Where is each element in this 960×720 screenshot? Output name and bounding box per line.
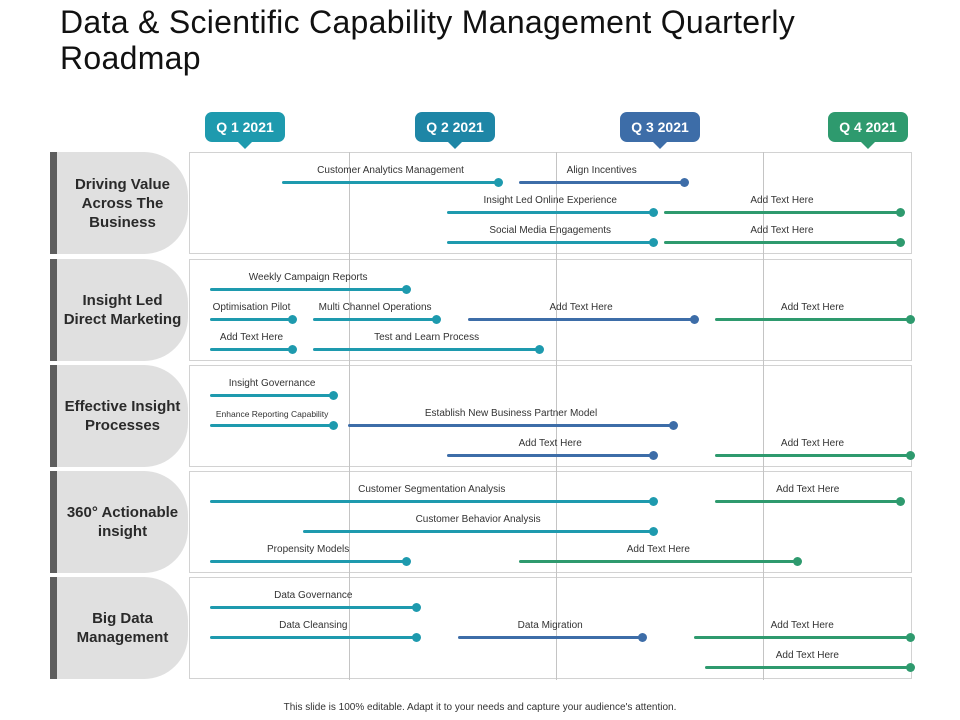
roadmap-bar bbox=[458, 636, 643, 639]
bar-label: Propensity Models bbox=[267, 544, 350, 555]
roadmap-bar bbox=[210, 394, 334, 397]
footer-note: This slide is 100% editable. Adapt it to your needs and capture your audience's attention. bbox=[283, 702, 677, 713]
quarter-badge: Q 1 2021 bbox=[205, 112, 285, 142]
row-label: Driving Value Across The Business bbox=[50, 152, 188, 254]
bar-label: Customer Behavior Analysis bbox=[415, 514, 541, 525]
row-label: 360° Actionable insight bbox=[50, 471, 188, 573]
bar-label: Insight Led Online Experience bbox=[483, 195, 617, 206]
bar-label: Data Migration bbox=[517, 620, 583, 631]
milestone-dot bbox=[906, 451, 915, 460]
bar-label: Add Text Here bbox=[780, 438, 845, 449]
roadmap-bar bbox=[468, 318, 695, 321]
bar-label: Social Media Engagements bbox=[489, 225, 612, 236]
milestone-dot bbox=[906, 633, 915, 642]
bar-label: Data Cleansing bbox=[279, 620, 348, 631]
quarter-badge: Q 2 2021 bbox=[415, 112, 495, 142]
quarter-badge: Q 4 2021 bbox=[828, 112, 908, 142]
roadmap-bar bbox=[210, 424, 334, 427]
milestone-dot bbox=[896, 208, 905, 217]
row-label: Effective Insight Processes bbox=[50, 365, 188, 467]
roadmap-bar bbox=[313, 348, 540, 351]
roadmap-bar bbox=[715, 500, 900, 503]
roadmap-bar bbox=[210, 500, 653, 503]
roadmap-bar bbox=[664, 211, 901, 214]
roadmap-bar bbox=[519, 560, 797, 563]
milestone-dot bbox=[402, 285, 411, 294]
bar-label: Add Text Here bbox=[219, 332, 284, 343]
roadmap-bar bbox=[447, 211, 653, 214]
milestone-dot bbox=[906, 315, 915, 324]
bar-label: Enhance Reporting Capability bbox=[215, 409, 329, 419]
roadmap-bar bbox=[210, 288, 406, 291]
bar-label: Add Text Here bbox=[750, 195, 814, 206]
roadmap-bar bbox=[519, 181, 684, 184]
milestone-dot bbox=[680, 178, 689, 187]
milestone-dot bbox=[402, 557, 411, 566]
roadmap-bar bbox=[664, 241, 901, 244]
bar-label: Multi Channel Operations bbox=[318, 302, 432, 313]
roadmap-bar bbox=[210, 606, 416, 609]
quarter-badge: Q 3 2021 bbox=[620, 112, 700, 142]
bar-label: Add Text Here bbox=[775, 650, 839, 661]
roadmap-bar bbox=[210, 560, 406, 563]
milestone-dot bbox=[649, 238, 658, 247]
roadmap-bar bbox=[447, 454, 653, 457]
roadmap-bar bbox=[282, 181, 498, 184]
bar-label: Add Text Here bbox=[776, 484, 840, 495]
bar-label: Establish New Business Partner Model bbox=[424, 408, 598, 419]
bar-label: Add Text Here bbox=[770, 620, 834, 631]
milestone-dot bbox=[649, 497, 658, 506]
milestone-dot bbox=[896, 238, 905, 247]
milestone-dot bbox=[906, 663, 915, 672]
roadmap-bar bbox=[694, 636, 910, 639]
bar-label: Add Text Here bbox=[780, 302, 845, 313]
milestone-dot bbox=[649, 451, 658, 460]
bar-label: Optimisation Pilot bbox=[212, 302, 291, 313]
roadmap-bar bbox=[313, 318, 437, 321]
bar-label: Add Text Here bbox=[518, 438, 582, 449]
bar-label: Align Incentives bbox=[566, 165, 637, 176]
roadmap-bar bbox=[715, 454, 910, 457]
roadmap-bar bbox=[303, 530, 653, 533]
milestone-dot bbox=[649, 208, 658, 217]
bar-label: Data Governance bbox=[274, 590, 353, 601]
bar-label: Test and Learn Process bbox=[374, 332, 480, 343]
bar-label: Add Text Here bbox=[750, 225, 814, 236]
roadmap-bar bbox=[210, 348, 292, 351]
roadmap-bar bbox=[447, 241, 653, 244]
roadmap-bar bbox=[705, 666, 910, 669]
milestone-dot bbox=[896, 497, 905, 506]
roadmap-bar bbox=[715, 318, 910, 321]
page-title: Data & Scientific Capability Management Quarterly Roadmap bbox=[60, 4, 796, 76]
milestone-dot bbox=[412, 633, 421, 642]
bar-label: Customer Segmentation Analysis bbox=[358, 484, 506, 495]
milestone-dot bbox=[649, 527, 658, 536]
row-label: Insight Led Direct Marketing bbox=[50, 259, 188, 361]
bar-label: Add Text Here bbox=[549, 302, 613, 313]
roadmap-bar bbox=[210, 318, 292, 321]
bar-label: Add Text Here bbox=[626, 544, 690, 555]
roadmap-bar bbox=[348, 424, 673, 427]
milestone-dot bbox=[690, 315, 699, 324]
bar-label: Insight Governance bbox=[228, 378, 316, 389]
milestone-dot bbox=[412, 603, 421, 612]
milestone-dot bbox=[793, 557, 802, 566]
bar-label: Weekly Campaign Reports bbox=[248, 272, 368, 283]
bar-label: Customer Analytics Management bbox=[317, 165, 464, 176]
row-label: Big Data Management bbox=[50, 577, 188, 679]
roadmap-bar bbox=[210, 636, 416, 639]
